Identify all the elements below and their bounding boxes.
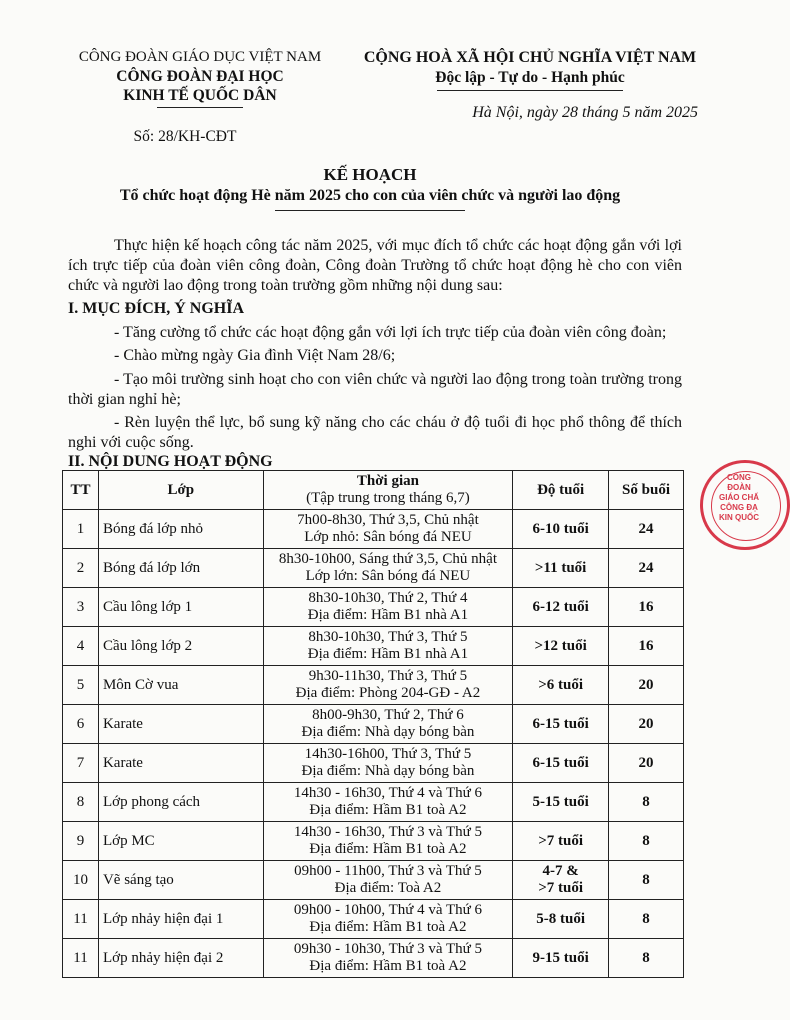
stamp-text: CÔNG ĐOÀN GIÁO CHẤ CÔNG ĐẠ KIN QUỐC	[719, 473, 759, 522]
class-name-cell: Môn Cờ vua	[98, 666, 263, 705]
age-range-cell	[513, 900, 609, 939]
class-name-cell: Bóng đá lớp lớn	[98, 549, 263, 588]
schedule-cell	[263, 666, 513, 705]
class-name-cell: Lớp nhảy hiện đại 2	[98, 939, 263, 978]
schedule-time: 9h30-11h30, Thứ 3, Thứ 5	[308, 668, 468, 684]
schedule-location: Địa điểm: Hầm B1 nhà A1	[307, 646, 469, 662]
schedule-time: 14h30 - 16h30, Thứ 3 và Thứ 5	[293, 824, 483, 840]
purpose-bullet: - Tạo môi trường sinh hoạt cho con viên chức và người lao động trong toàn trường trong thời gian nghỉ hè;	[68, 371, 682, 408]
age-range-text: 6-15 tuổi	[532, 715, 589, 732]
age-range-cell	[513, 549, 609, 588]
table-header-row	[63, 471, 684, 510]
age-range-cell	[513, 822, 609, 861]
schedule-location: Địa điểm: Phòng 204-GĐ - A2	[295, 685, 481, 701]
age-range-cell	[513, 510, 609, 549]
session-count-cell: 8	[609, 861, 684, 900]
schedule-cell	[263, 510, 513, 549]
schedule-time: 8h30-10h30, Thứ 2, Thứ 4	[308, 590, 468, 606]
age-range-cell	[513, 744, 609, 783]
section-1-heading: I. MỤC ĐÍCH, Ý NGHĨA	[68, 300, 244, 317]
schedule-location: Địa điểm: Hầm B1 toà A2	[309, 841, 467, 857]
row-number-cell: 3	[63, 588, 99, 627]
schedule-time: 14h30-16h00, Thứ 3, Thứ 5	[304, 746, 472, 762]
row-number-cell: 1	[63, 510, 99, 549]
age-range-text: 5-15 tuổi	[532, 793, 589, 810]
national-title: CỘNG HOÀ XÃ HỘI CHỦ NGHĨA VIỆT NAM	[363, 49, 697, 66]
col-header-time-sub: (Tập trung trong tháng 6,7)	[306, 490, 470, 506]
row-number-cell: 6	[63, 705, 99, 744]
row-number-cell: 2	[63, 549, 99, 588]
col-header-tt: TT	[63, 471, 99, 510]
schedule-time: 8h30-10h30, Thứ 3, Thứ 5	[308, 629, 468, 645]
document-number: Số: 28/KH-CĐT	[133, 128, 237, 145]
age-range-text: 5-8 tuổi	[536, 910, 585, 927]
schedule-location: Địa điểm: Hầm B1 toà A2	[309, 919, 467, 935]
row-number-cell: 9	[63, 822, 99, 861]
schedule-time: 09h00 - 11h00, Thứ 3 và Thứ 5	[294, 863, 482, 879]
age-range-cell	[513, 861, 609, 900]
row-number-cell: 8	[63, 783, 99, 822]
schedule-time: 8h30-10h00, Sáng thứ 3,5, Chủ nhật	[278, 551, 497, 567]
age-range-text: >12 tuổi	[534, 637, 587, 654]
table-row	[63, 822, 684, 861]
col-header-sessions: Số buổi	[609, 471, 684, 510]
schedule-cell	[263, 900, 513, 939]
schedule-location: Lớp lớn: Sân bóng đá NEU	[305, 568, 471, 584]
document-subtitle: Tổ chức hoạt động Hè năm 2025 cho con của viên chức và người lao động	[119, 187, 621, 204]
table-row	[63, 744, 684, 783]
age-range-text: 6-12 tuổi	[532, 598, 589, 615]
org-name-line1: CÔNG ĐOÀN ĐẠI HỌC	[116, 68, 284, 85]
session-count-cell: 8	[609, 822, 684, 861]
row-number-cell: 11	[63, 939, 99, 978]
schedule-cell	[263, 627, 513, 666]
title-underline	[275, 210, 465, 211]
table-row	[63, 666, 684, 705]
motto-underline	[437, 90, 623, 91]
document-title: KẾ HOẠCH	[323, 165, 417, 184]
org-parent: CÔNG ĐOÀN GIÁO DỤC VIỆT NAM	[78, 49, 322, 65]
red-seal-stamp	[700, 460, 790, 550]
purpose-bullet: - Rèn luyện thể lực, bổ sung kỹ năng cho các cháu ở độ tuổi đi học phổ thông để thích nghi với cuộc sống.	[68, 414, 682, 451]
col-header-age: Độ tuổi	[513, 471, 609, 510]
schedule-cell	[263, 822, 513, 861]
age-range-cell	[513, 705, 609, 744]
schedule-time: 8h00-9h30, Thứ 2, Thứ 6	[312, 707, 464, 723]
schedule-location: Địa điểm: Nhà dạy bóng bàn	[301, 724, 475, 740]
section-2-heading: II. NỘI DUNG HOẠT ĐỘNG	[68, 453, 273, 470]
schedule-cell	[263, 744, 513, 783]
col-header-time	[263, 471, 513, 510]
schedule-cell	[263, 861, 513, 900]
col-header-class: Lớp	[98, 471, 263, 510]
purpose-bullet: - Chào mừng ngày Gia đình Việt Nam 28/6;	[114, 347, 396, 364]
age-range-text: >11 tuổi	[534, 559, 587, 576]
session-count-cell: 16	[609, 588, 684, 627]
schedule-cell	[263, 549, 513, 588]
session-count-cell: 20	[609, 705, 684, 744]
class-name-cell: Lớp phong cách	[98, 783, 263, 822]
schedule-location: Địa điểm: Hầm B1 toà A2	[309, 958, 467, 974]
session-count-cell: 20	[609, 744, 684, 783]
schedule-cell	[263, 588, 513, 627]
age-range-text: 4-7 &	[542, 863, 579, 879]
table-row	[63, 549, 684, 588]
row-number-cell: 4	[63, 627, 99, 666]
schedule-location: Địa điểm: Toà A2	[334, 880, 442, 896]
schedule-cell	[263, 783, 513, 822]
age-range-cell	[513, 588, 609, 627]
national-header	[355, 48, 705, 91]
row-number-cell: 10	[63, 861, 99, 900]
class-name-cell: Lớp MC	[98, 822, 263, 861]
table-row	[63, 705, 684, 744]
row-number-cell: 5	[63, 666, 99, 705]
session-count-cell: 8	[609, 939, 684, 978]
session-count-cell: 8	[609, 900, 684, 939]
age-range-text: 9-15 tuổi	[532, 949, 589, 966]
age-range-text: 6-15 tuổi	[532, 754, 589, 771]
age-range-text: >7 tuổi	[538, 880, 584, 896]
class-name-cell: Karate	[98, 744, 263, 783]
schedule-location: Địa điểm: Hầm B1 toà A2	[309, 802, 467, 818]
schedule-time: 7h00-8h30, Thứ 3,5, Chủ nhật	[297, 512, 479, 528]
schedule-time: 09h30 - 10h30, Thứ 3 và Thứ 5	[293, 941, 483, 957]
table-row	[63, 627, 684, 666]
class-name-cell: Lớp nhảy hiện đại 1	[98, 900, 263, 939]
schedule-location: Địa điểm: Hầm B1 nhà A1	[307, 607, 469, 623]
row-number-cell: 7	[63, 744, 99, 783]
row-number-cell: 11	[63, 900, 99, 939]
schedule-time: 09h00 - 10h00, Thứ 4 và Thứ 6	[293, 902, 483, 918]
age-range-text: >7 tuổi	[538, 832, 584, 849]
age-range-cell	[513, 783, 609, 822]
class-name-cell: Bóng đá lớp nhỏ	[98, 510, 263, 549]
age-range-text: >6 tuổi	[538, 676, 584, 693]
session-count-cell: 8	[609, 783, 684, 822]
org-underline	[157, 107, 243, 108]
table-row	[63, 588, 684, 627]
class-name-cell: Karate	[98, 705, 263, 744]
age-range-cell	[513, 666, 609, 705]
intro-paragraph: Thực hiện kế hoạch công tác năm 2025, với mục đích tổ chức các hoạt động gắn với lợi ích trực tiếp của đoàn viên công đoàn, Công đoàn Trường tổ chức hoạt động hè cho con viên chức và người lao động trong toàn trường gồm những nội dung sau:	[68, 237, 682, 294]
age-range-text: 6-10 tuổi	[532, 520, 589, 537]
schedule-cell	[263, 939, 513, 978]
age-range-cell	[513, 627, 609, 666]
col-header-time-title: Thời gian	[356, 473, 419, 489]
table-row	[63, 939, 684, 978]
issuing-organization	[60, 48, 340, 108]
session-count-cell: 20	[609, 666, 684, 705]
class-name-cell: Vẽ sáng tạo	[98, 861, 263, 900]
table-row	[63, 900, 684, 939]
session-count-cell: 24	[609, 549, 684, 588]
age-range-cell	[513, 939, 609, 978]
schedule-cell	[263, 705, 513, 744]
table-row	[63, 861, 684, 900]
class-name-cell: Cầu lông lớp 2	[98, 627, 263, 666]
schedule-location: Địa điểm: Nhà dạy bóng bàn	[301, 763, 475, 779]
purpose-bullet: - Tăng cường tổ chức các hoạt động gắn với lợi ích trực tiếp của đoàn viên công đoàn;	[114, 324, 667, 341]
table-row	[63, 510, 684, 549]
document-date: Hà Nội, ngày 28 tháng 5 năm 2025	[472, 104, 698, 121]
schedule-location: Lớp nhỏ: Sân bóng đá NEU	[304, 529, 472, 545]
schedule-time: 14h30 - 16h30, Thứ 4 và Thứ 6	[293, 785, 483, 801]
table-row	[63, 783, 684, 822]
session-count-cell: 24	[609, 510, 684, 549]
activity-table	[62, 470, 684, 978]
national-motto: Độc lập - Tự do - Hạnh phúc	[435, 69, 625, 86]
org-name-line2: KINH TẾ QUỐC DÂN	[123, 87, 277, 104]
class-name-cell: Cầu lông lớp 1	[98, 588, 263, 627]
session-count-cell: 16	[609, 627, 684, 666]
